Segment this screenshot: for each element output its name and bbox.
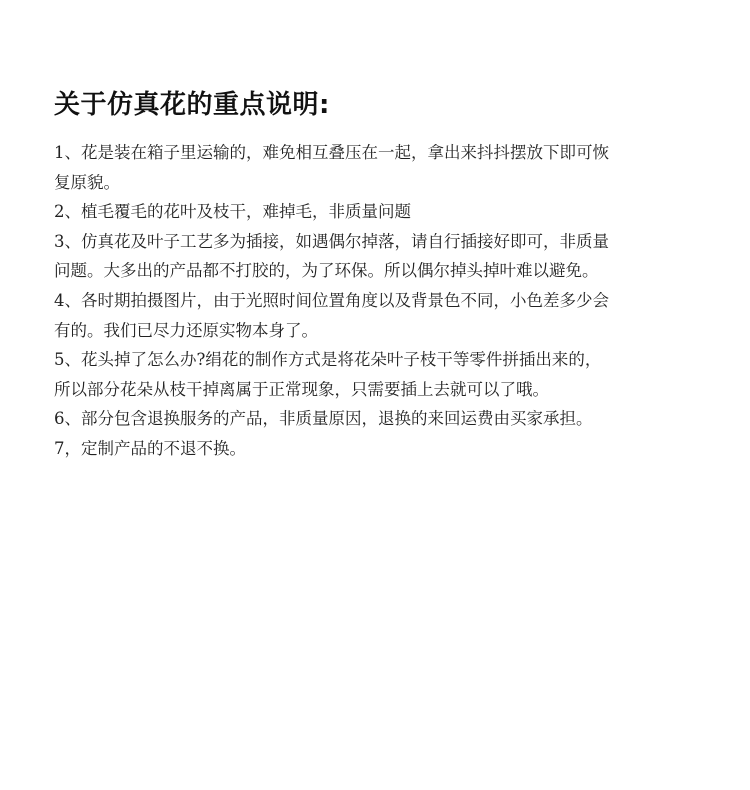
note-line: 6、部分包含退换服务的产品，非质量原因，退换的来回运费由买家承担。: [54, 409, 593, 429]
note-item-7: [54, 434, 694, 464]
note-item-5: [54, 345, 694, 404]
note-line: 复原貌。: [54, 172, 120, 192]
note-item-4: [54, 286, 694, 345]
note-line: 5、花头掉了怎么办?绢花的制作方式是将花朵叶子枝干等零件拼插出来的，: [54, 350, 602, 370]
page-title: 关于仿真花的重点说明:: [54, 90, 330, 120]
note-line: 所以部分花朵从枝干掉离属于正常现象，只需要插上去就可以了哦。: [54, 379, 549, 399]
note-item-2: [54, 197, 694, 227]
note-item-3: [54, 227, 694, 286]
note-line: 3、仿真花及叶子工艺多为插接，如遇偶尔掉落，请自行插接好即可，非质量: [54, 231, 609, 251]
note-line: 4、各时期拍摄图片，由于光照时间位置角度以及背景色不同，小色差多少会: [54, 290, 609, 310]
note-item-6: [54, 404, 694, 434]
note-line: 有的。我们已尽力还原实物本身了。: [54, 320, 318, 340]
note-item-1: [54, 138, 694, 197]
note-line: 7，定制产品的不退不换。: [54, 438, 246, 458]
note-line: 2、植毛覆毛的花叶及枝干，难掉毛，非质量问题: [54, 202, 411, 222]
notes-list: [54, 138, 694, 464]
note-line: 问题。大多出的产品都不打胶的，为了环保。所以偶尔掉头掉叶难以避免。: [54, 261, 599, 281]
note-line: 1、花是装在箱子里运输的，难免相互叠压在一起，拿出来抖抖摆放下即可恢: [54, 143, 609, 162]
